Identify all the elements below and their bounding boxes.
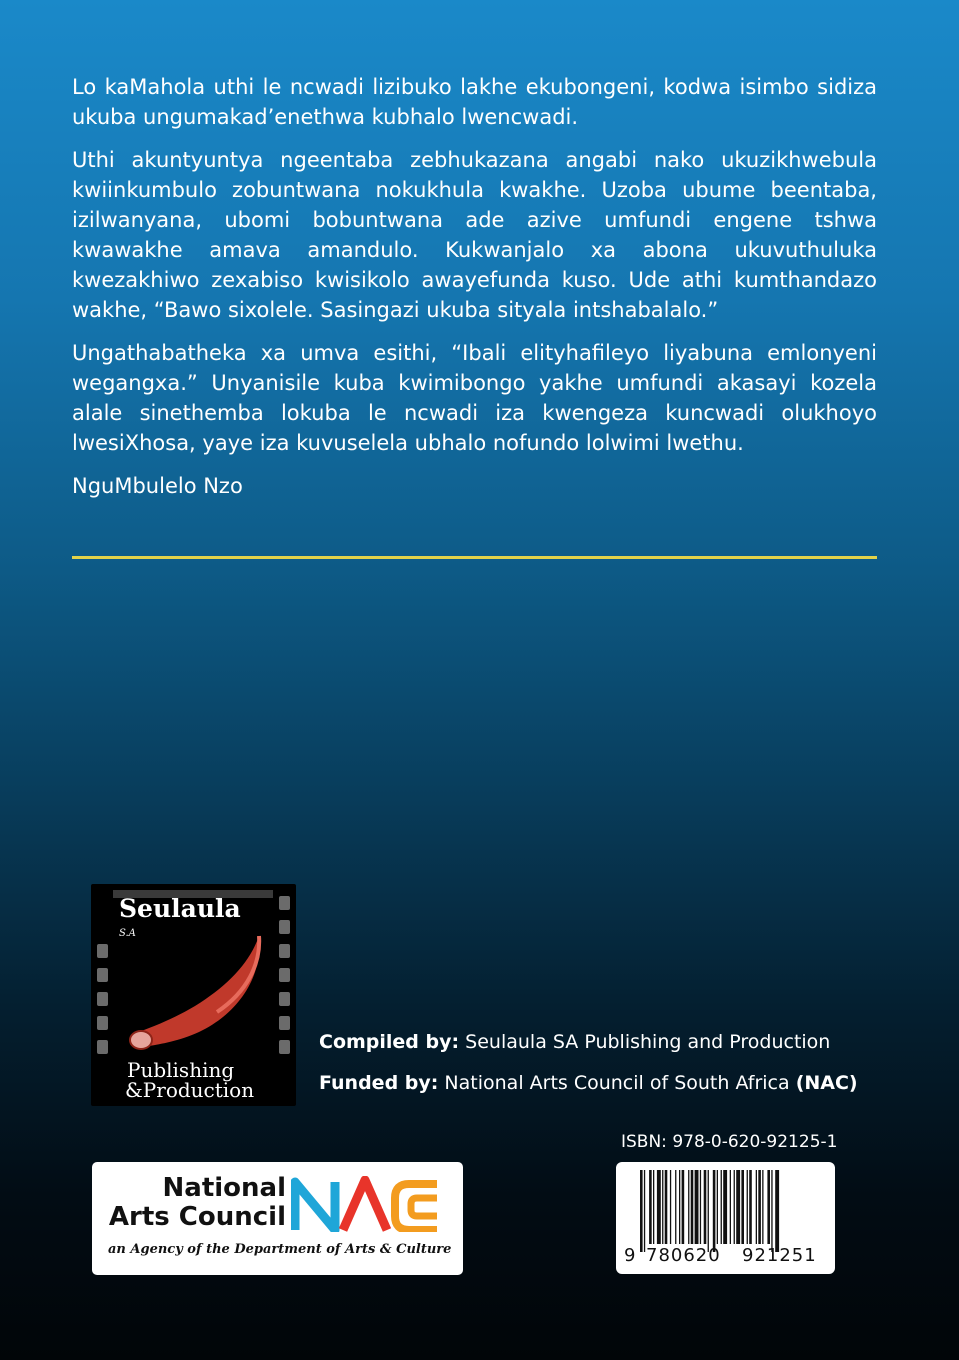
publisher-logo-sub: S.A — [119, 928, 136, 939]
publisher-logo-line2: &Production — [125, 1078, 255, 1102]
barcode-bar — [657, 1170, 661, 1244]
barcode-bar — [771, 1170, 772, 1252]
barcode-bar — [762, 1170, 763, 1244]
barcode — [616, 1162, 835, 1274]
divider-rule — [72, 556, 877, 559]
barcode-bar — [730, 1170, 731, 1244]
barcode-bar — [741, 1170, 744, 1244]
barcode-bar — [717, 1170, 718, 1244]
barcode-bar — [691, 1170, 694, 1244]
nac-logo-tagline: an Agency of the Department of Arts & Culture — [108, 1242, 452, 1257]
barcode-digit-first: 9 — [624, 1245, 637, 1266]
back-cover-blurb — [72, 72, 877, 501]
blurb-paragraph-2: Uthi akuntyuntya ngeentaba zebhukazana angabi nako ukuzikhwebula kwiinkumbulo zobuntwana nokukhula kwakhe. Uzoba ubume beentaba, izilwanyana, ubomi bobuntwana ade azive umfundi engene tshwa kwawakhe amava amandulo. Kukwanjalo xa abona ukuvuthuluka kwezakhiwo zexabiso kwisikolo awayefunda kuso. Ude athi kumthandazo wakhe, “Bawo sixolele. Sasingazi ukuba sityala intshabalalo.” — [72, 148, 877, 322]
isbn-label: ISBN: 978-0-620-92125-1 — [621, 1132, 838, 1152]
barcode-bar — [721, 1170, 722, 1244]
barcode-bar — [665, 1170, 668, 1244]
compiled-label: Compiled by: — [319, 1031, 460, 1053]
barcode-bar — [723, 1170, 727, 1244]
nac-mark-icon — [291, 1176, 443, 1232]
barcode-bar — [747, 1170, 748, 1244]
barcode-bar — [758, 1170, 761, 1244]
publisher-logo — [91, 884, 296, 1106]
blurb-paragraph-1: Lo kaMahola uthi le ncwadi lizibuko lakhe ekubongeni, kodwa isimbo sidiza ukuba ungumakad’enethwa kubhalo lwencwadi. — [72, 75, 877, 129]
barcode-bar — [700, 1170, 701, 1244]
barcode-bar — [749, 1170, 752, 1244]
publisher-logo-name: Seulaula — [119, 894, 241, 923]
nac-logo — [92, 1162, 463, 1275]
barcode-bar — [736, 1170, 740, 1244]
barcode-bar — [679, 1170, 680, 1244]
credits-compiled — [319, 1029, 858, 1056]
barcode-bar — [675, 1170, 676, 1244]
barcode-bar — [767, 1170, 770, 1244]
funded-abbr: (NAC) — [795, 1072, 858, 1094]
funded-label: Funded by: — [319, 1072, 439, 1094]
nac-logo-line2: Arts Council — [108, 1202, 286, 1232]
barcode-digits-left: 780620 — [646, 1245, 721, 1266]
barcode-digits-right: 921251 — [742, 1245, 817, 1266]
barcode-bar — [713, 1170, 716, 1252]
compiled-value: Seulaula SA Publishing and Production — [465, 1031, 831, 1053]
barcode-bar — [756, 1170, 757, 1244]
barcode-bar — [704, 1170, 707, 1244]
funded-value: National Arts Council of South Africa — [444, 1072, 790, 1094]
blurb-paragraph-3: Ungathabatheka xa umva esithi, “Ibali elityhafileyo liyabuna emlonyeni wegangxa.” Unyanisile kuba kwimibongo yakhe umfundi akasayi kozela alale sinethemba lokuba le ncwadi iza kwengeza kuncwadi olukhoyo lwesiXhosa, yaye iza kuvuselela ubhalo nofundo lolwimi lwethu. — [72, 341, 877, 455]
horn-icon — [130, 936, 259, 1049]
barcode-bar — [640, 1170, 643, 1252]
barcode-bar — [670, 1170, 671, 1244]
credits-funded — [319, 1070, 858, 1097]
nac-logo-wordmark — [108, 1174, 286, 1232]
barcode-bar — [734, 1170, 735, 1244]
nac-logo-line1: National — [162, 1173, 286, 1203]
barcode-bar — [775, 1170, 779, 1252]
blurb-author: NguMbulelo Nzo — [72, 474, 243, 498]
barcode-bar — [662, 1170, 663, 1244]
credits — [319, 1029, 858, 1111]
barcode-bar — [649, 1170, 652, 1244]
barcode-bar — [682, 1170, 685, 1244]
barcode-bar — [708, 1170, 709, 1252]
barcode-bar — [695, 1170, 699, 1244]
barcode-bar — [644, 1170, 645, 1252]
barcode-bar — [653, 1170, 654, 1244]
barcode-bar — [688, 1170, 689, 1244]
publisher-logo-line1: Publishing — [127, 1058, 235, 1082]
